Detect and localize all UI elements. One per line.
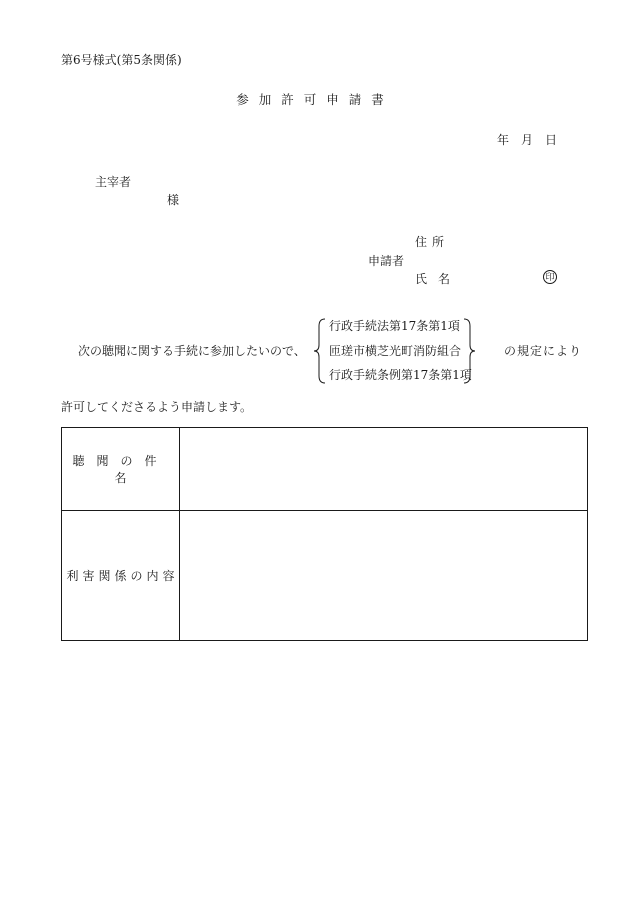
right-brace-icon: [462, 318, 478, 384]
hearing-topic-value-cell[interactable]: [180, 428, 588, 511]
address-label: 住所: [415, 235, 450, 249]
applicant-label: 申請者: [368, 254, 405, 268]
interest-content-label: 利害関係の内容: [66, 569, 179, 583]
hearing-topic-label: 聴聞の件名: [72, 454, 169, 485]
organizer-label: 主宰者: [95, 175, 132, 189]
table-row: [62, 428, 588, 511]
left-brace-icon: [311, 318, 327, 384]
document-title: 参加許可申請書: [236, 92, 394, 107]
table-row: [62, 511, 588, 641]
seal-mark: 印: [543, 270, 557, 284]
law-reference-3: 行政手続条例第17条第1項: [329, 368, 472, 382]
law-reference-2: 匝瑳市横芝光町消防組合: [329, 344, 462, 358]
law-reference-1: 行政手続法第17条第1項: [329, 319, 460, 333]
body-text-second-line: 許可してくださるよう申請します。: [61, 400, 253, 414]
interest-content-value-cell[interactable]: [180, 511, 588, 641]
date-line: 年 月 日: [496, 133, 557, 147]
hearing-topic-label-cell: [62, 428, 180, 511]
interest-content-label-cell: [62, 511, 180, 641]
application-details-table: [61, 427, 588, 641]
name-label: 氏名: [415, 272, 462, 286]
honorific-label: 様: [167, 193, 180, 207]
form-number-label: 第6号様式(第5条関係): [61, 53, 182, 67]
body-text-prefix: 次の聴聞に関する手続に参加したいので、: [78, 344, 306, 358]
body-text-suffix: の規定により: [504, 344, 583, 358]
